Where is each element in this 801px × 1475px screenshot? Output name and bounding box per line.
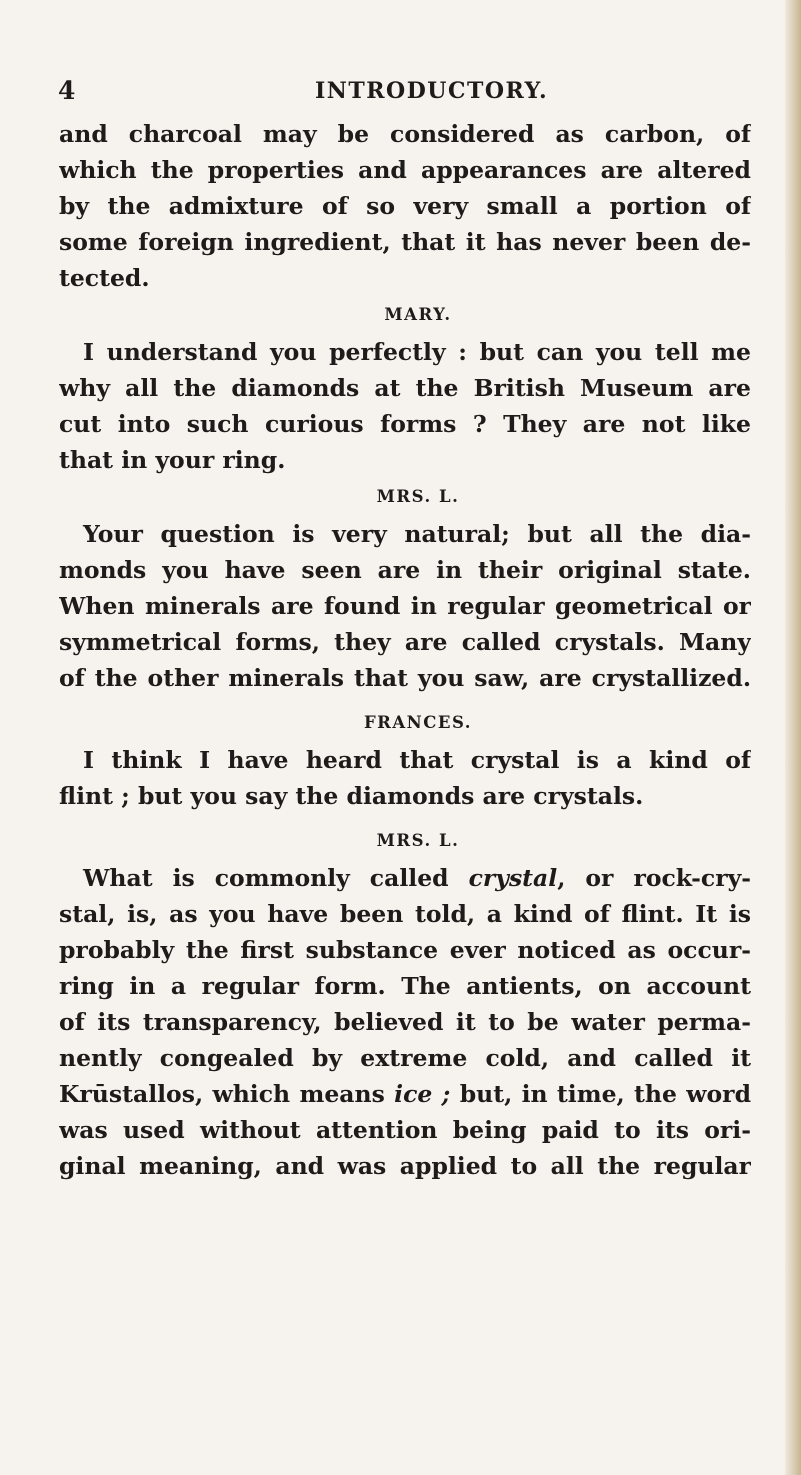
text-line: monds you have seen are in their original state. — [59, 556, 751, 584]
paragraph — [59, 116, 751, 296]
speaker-name: MRS. L. — [376, 487, 460, 506]
text-run: Krūstallos, which means — [59, 1080, 395, 1108]
page-body — [59, 116, 751, 1184]
paragraph — [59, 742, 751, 814]
text-line: of the other minerals that you saw, are crystallized. — [59, 664, 751, 692]
text-line: When minerals are found in regular geometrical or — [59, 592, 751, 620]
text-line: which the properties and appearances are altered — [59, 156, 751, 184]
text-line: by the admixture of so very small a portion of — [59, 192, 751, 220]
text-line: flint ; but you say the diamonds are crystals. — [59, 782, 644, 810]
text-run: What is commonly called — [83, 864, 469, 892]
text-line: ginal meaning, and was applied to all the regular — [59, 1152, 751, 1180]
text-line — [59, 1076, 751, 1112]
page-header — [58, 76, 758, 116]
text-line: I understand you perfectly : but can you tell me — [83, 338, 751, 366]
page-edge-shadow — [785, 0, 801, 1475]
text-line: nently congealed by extreme cold, and called it — [59, 1044, 751, 1072]
paragraph — [59, 860, 751, 1184]
italic-term: crystal — [468, 864, 558, 892]
text-line: some foreign ingredient, that it has never been de- — [59, 228, 751, 256]
spacer — [59, 814, 751, 822]
paragraph — [59, 516, 751, 696]
text-line: stal, is, as you have been told, a kind of flint. It is — [59, 900, 751, 928]
running-title: INTRODUCTORY. — [315, 78, 549, 104]
text-line: of its transparency, believed it to be water perma- — [59, 1008, 751, 1036]
speaker-name: MARY. — [384, 305, 452, 324]
text-line: why all the diamonds at the British Museum are — [59, 374, 751, 402]
text-line: I think I have heard that crystal is a kind of — [83, 746, 751, 774]
text-line: cut into such curious forms ? They are not like — [59, 410, 751, 438]
page-number: 4 — [58, 76, 76, 105]
text-line: probably the first substance ever noticed as occur- — [59, 936, 751, 964]
speaker-name: MRS. L. — [376, 831, 460, 850]
paragraph — [59, 334, 751, 478]
italic-term: ice ; — [394, 1080, 451, 1108]
text-line: that in your ring. — [59, 446, 286, 474]
text-line — [59, 860, 751, 896]
text-line: ring in a regular form. The antients, on account — [59, 972, 751, 1000]
spacer — [59, 696, 751, 704]
text-line: symmetrical forms, they are called crystals. Many — [59, 628, 751, 656]
text-line: tected. — [59, 264, 150, 292]
speaker-name: FRANCES. — [363, 713, 473, 732]
text-line: was used without attention being paid to its ori- — [59, 1116, 751, 1144]
text-run: , or rock-cry- — [557, 864, 751, 892]
text-run: but, in time, the word — [450, 1080, 751, 1108]
text-line: Your question is very natural; but all the dia- — [83, 520, 751, 548]
text-line: and charcoal may be considered as carbon, of — [59, 120, 751, 148]
